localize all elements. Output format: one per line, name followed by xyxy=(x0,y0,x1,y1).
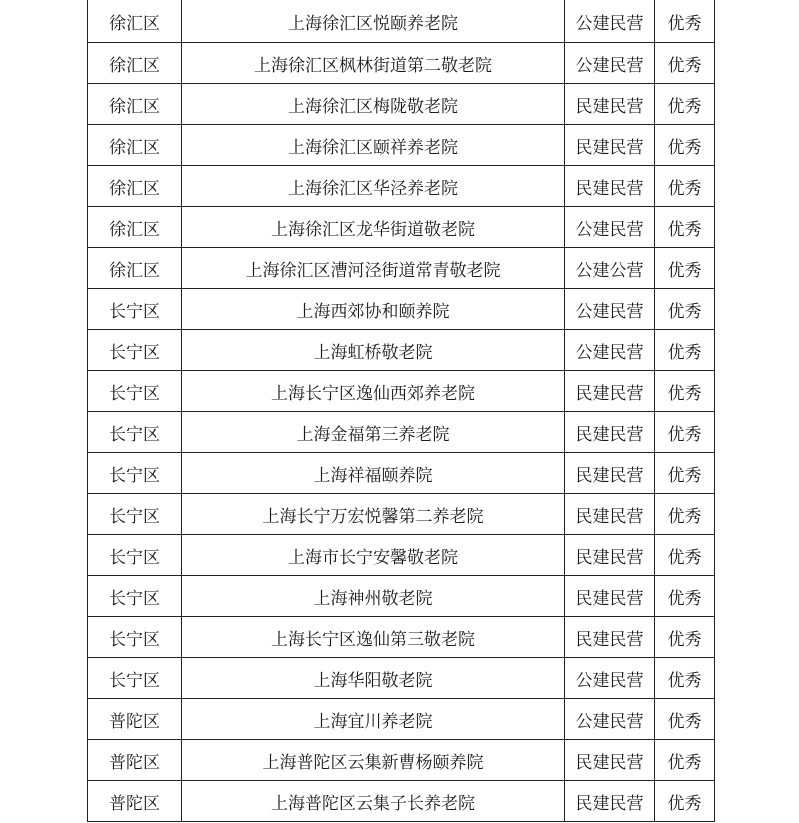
institution-name-cell: 上海虹桥敬老院 xyxy=(182,330,565,371)
rating-cell: 优秀 xyxy=(655,617,715,658)
operation-type-cell: 公建民营 xyxy=(565,658,655,699)
district-cell: 徐汇区 xyxy=(88,84,182,125)
rating-cell: 优秀 xyxy=(655,125,715,166)
table-row xyxy=(88,781,715,822)
operation-type-cell: 民建民营 xyxy=(565,371,655,412)
rating-cell: 优秀 xyxy=(655,494,715,535)
rating-cell: 优秀 xyxy=(655,330,715,371)
table-row xyxy=(88,289,715,330)
operation-type-cell: 民建民营 xyxy=(565,166,655,207)
district-cell: 普陀区 xyxy=(88,740,182,781)
table-row xyxy=(88,84,715,125)
operation-type-cell: 民建民营 xyxy=(565,84,655,125)
rating-cell: 优秀 xyxy=(655,699,715,740)
table-row xyxy=(88,658,715,699)
district-cell: 长宁区 xyxy=(88,371,182,412)
table-row xyxy=(88,740,715,781)
institution-name-cell: 上海徐汇区悦颐养老院 xyxy=(182,0,565,43)
operation-type-cell: 公建民营 xyxy=(565,207,655,248)
operation-type-cell: 公建民营 xyxy=(565,699,655,740)
nursing-home-table-container xyxy=(87,0,714,822)
institution-name-cell: 上海长宁区逸仙第三敬老院 xyxy=(182,617,565,658)
rating-cell: 优秀 xyxy=(655,535,715,576)
operation-type-cell: 民建民营 xyxy=(565,453,655,494)
operation-type-cell: 民建民营 xyxy=(565,781,655,822)
operation-type-cell: 民建民营 xyxy=(565,617,655,658)
operation-type-cell: 公建民营 xyxy=(565,0,655,43)
institution-name-cell: 上海长宁万宏悦馨第二养老院 xyxy=(182,494,565,535)
rating-cell: 优秀 xyxy=(655,43,715,84)
rating-cell: 优秀 xyxy=(655,248,715,289)
table-row xyxy=(88,699,715,740)
table-row xyxy=(88,125,715,166)
operation-type-cell: 公建民营 xyxy=(565,289,655,330)
district-cell: 徐汇区 xyxy=(88,0,182,43)
table-row xyxy=(88,248,715,289)
rating-cell: 优秀 xyxy=(655,740,715,781)
district-cell: 徐汇区 xyxy=(88,248,182,289)
rating-cell: 优秀 xyxy=(655,412,715,453)
institution-name-cell: 上海西郊协和颐养院 xyxy=(182,289,565,330)
operation-type-cell: 民建民营 xyxy=(565,412,655,453)
institution-name-cell: 上海华阳敬老院 xyxy=(182,658,565,699)
table-row xyxy=(88,166,715,207)
institution-name-cell: 上海普陀区云集子长养老院 xyxy=(182,781,565,822)
district-cell: 徐汇区 xyxy=(88,207,182,248)
operation-type-cell: 民建民营 xyxy=(565,576,655,617)
table-row xyxy=(88,453,715,494)
district-cell: 长宁区 xyxy=(88,576,182,617)
institution-name-cell: 上海徐汇区华泾养老院 xyxy=(182,166,565,207)
institution-name-cell: 上海祥福颐养院 xyxy=(182,453,565,494)
district-cell: 普陀区 xyxy=(88,699,182,740)
rating-cell: 优秀 xyxy=(655,84,715,125)
operation-type-cell: 民建民营 xyxy=(565,535,655,576)
institution-name-cell: 上海神州敬老院 xyxy=(182,576,565,617)
operation-type-cell: 公建民营 xyxy=(565,330,655,371)
institution-name-cell: 上海长宁区逸仙西郊养老院 xyxy=(182,371,565,412)
rating-cell: 优秀 xyxy=(655,576,715,617)
institution-name-cell: 上海金福第三养老院 xyxy=(182,412,565,453)
district-cell: 长宁区 xyxy=(88,658,182,699)
rating-cell: 优秀 xyxy=(655,207,715,248)
institution-name-cell: 上海徐汇区颐祥养老院 xyxy=(182,125,565,166)
operation-type-cell: 公建民营 xyxy=(565,43,655,84)
district-cell: 长宁区 xyxy=(88,453,182,494)
district-cell: 长宁区 xyxy=(88,412,182,453)
rating-cell: 优秀 xyxy=(655,371,715,412)
institution-name-cell: 上海市长宁安馨敬老院 xyxy=(182,535,565,576)
table-row xyxy=(88,617,715,658)
rating-cell: 优秀 xyxy=(655,0,715,43)
district-cell: 长宁区 xyxy=(88,289,182,330)
operation-type-cell: 民建民营 xyxy=(565,125,655,166)
operation-type-cell: 公建公营 xyxy=(565,248,655,289)
district-cell: 徐汇区 xyxy=(88,166,182,207)
district-cell: 长宁区 xyxy=(88,535,182,576)
district-cell: 徐汇区 xyxy=(88,125,182,166)
district-cell: 长宁区 xyxy=(88,494,182,535)
district-cell: 长宁区 xyxy=(88,330,182,371)
table-row xyxy=(88,43,715,84)
table-row xyxy=(88,371,715,412)
institution-name-cell: 上海普陀区云集新曹杨颐养院 xyxy=(182,740,565,781)
table-row xyxy=(88,535,715,576)
rating-cell: 优秀 xyxy=(655,453,715,494)
rating-cell: 优秀 xyxy=(655,781,715,822)
district-cell: 普陀区 xyxy=(88,781,182,822)
table-row xyxy=(88,576,715,617)
nursing-home-table xyxy=(87,0,715,822)
rating-cell: 优秀 xyxy=(655,166,715,207)
rating-cell: 优秀 xyxy=(655,289,715,330)
institution-name-cell: 上海徐汇区枫林街道第二敬老院 xyxy=(182,43,565,84)
table-row xyxy=(88,330,715,371)
district-cell: 徐汇区 xyxy=(88,43,182,84)
table-row xyxy=(88,412,715,453)
table-row xyxy=(88,0,715,43)
district-cell: 长宁区 xyxy=(88,617,182,658)
table-row xyxy=(88,207,715,248)
table-row xyxy=(88,494,715,535)
table-body xyxy=(88,0,715,822)
institution-name-cell: 上海徐汇区漕河泾街道常青敬老院 xyxy=(182,248,565,289)
institution-name-cell: 上海徐汇区龙华街道敬老院 xyxy=(182,207,565,248)
rating-cell: 优秀 xyxy=(655,658,715,699)
institution-name-cell: 上海徐汇区梅陇敬老院 xyxy=(182,84,565,125)
operation-type-cell: 民建民营 xyxy=(565,740,655,781)
operation-type-cell: 民建民营 xyxy=(565,494,655,535)
institution-name-cell: 上海宜川养老院 xyxy=(182,699,565,740)
